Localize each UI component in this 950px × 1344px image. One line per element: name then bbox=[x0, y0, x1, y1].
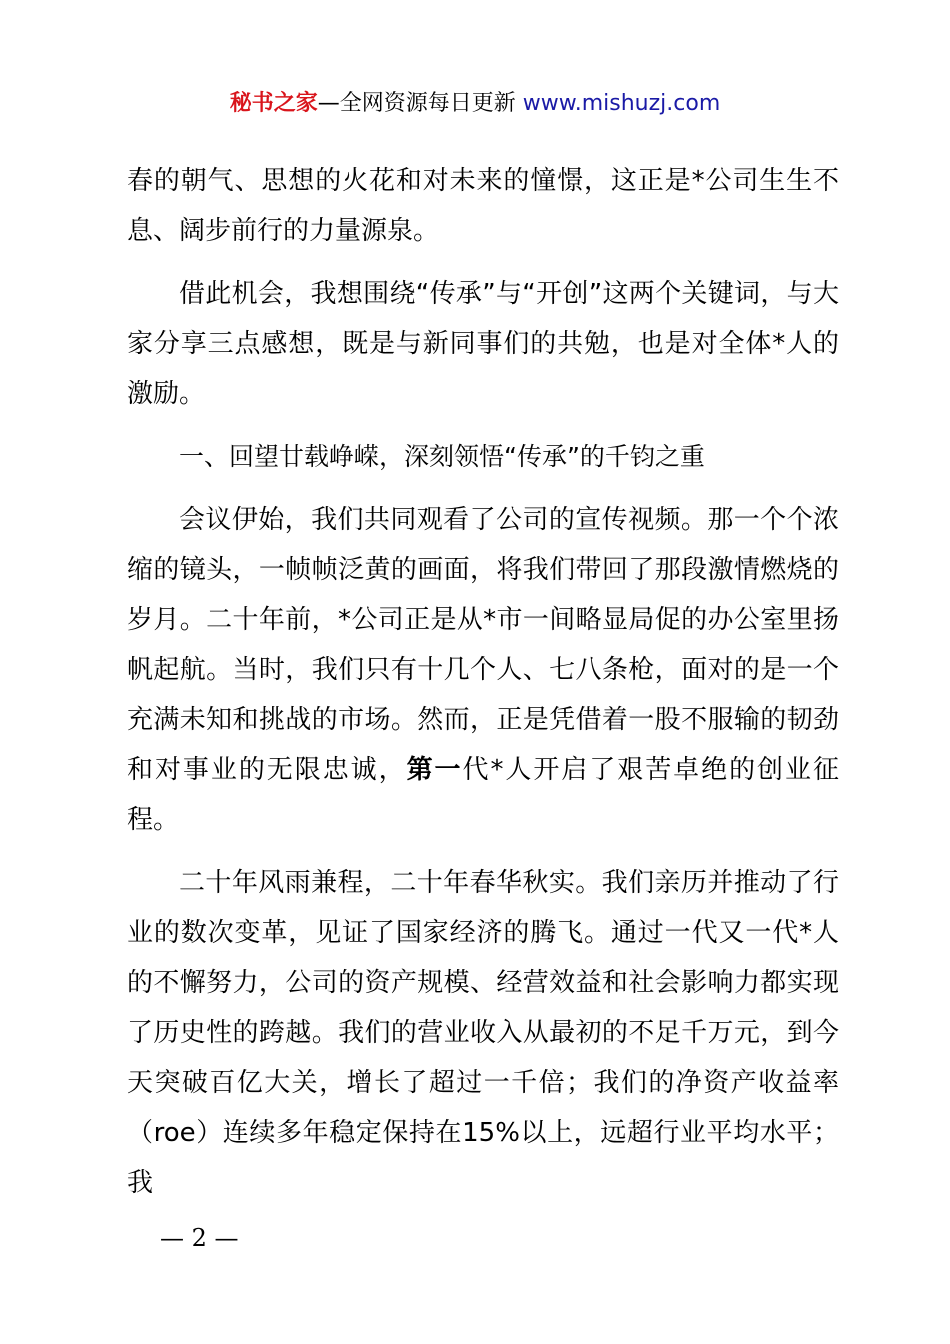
paragraph-history-text: 会议伊始，我们共同观看了公司的宣传视频。那一个个浓缩的镜头，一帧帧泛黄的画面，将我们带回了那段激情燃烧的岁月。二十年前，*公司正是从*市一间略显局促的办公室里扬帆起航。当时，我们只有十几个人、七八条枪，面对的是一个充满未知和挑战的市场。然而，正是凭借着一股不服输的韧劲和对事业的无限忠诚， bbox=[127, 505, 839, 785]
section-heading-1: 一、回望廿载峥嵘，深刻领悟“传承”的千钧之重 bbox=[179, 442, 705, 471]
header-brand: 秘书之家 bbox=[229, 91, 318, 116]
page-number: — 2 — bbox=[160, 1224, 239, 1252]
header-url-link[interactable]: www.mishuzj.com bbox=[522, 91, 721, 116]
paragraph-history-text-end: 代*人开启了艰苦卓绝的创业征程。 bbox=[127, 755, 839, 835]
paragraph-history bbox=[127, 495, 839, 845]
paragraph-history-bold: 第一 bbox=[406, 755, 463, 785]
page-header bbox=[0, 88, 950, 120]
paragraph-intro: 借此机会，我想围绕“传承”与“开创”这两个关键词，与大家分享三点感想，既是与新同事们的共勉，也是对全体*人的激励。 bbox=[127, 279, 839, 409]
paragraph-continuation: 春的朝气、思想的火花和对未来的憧憬，这正是*公司生生不息、阔步前行的力量源泉。 bbox=[127, 166, 839, 246]
document-body bbox=[127, 156, 839, 1221]
paragraph-achievements: 二十年风雨兼程，二十年春华秋实。我们亲历并推动了行业的数次变革，见证了国家经济的腾飞。通过一代又一代*人的不懈努力，公司的资产规模、经营效益和社会影响力都实现了历史性的跨越。我们的营业收入从最初的不足千万元，到今天突破百亿大关，增长了超过一千倍；我们的净资产收益率（roe）连续多年稳定保持在15%以上，远超行业平均水平；我 bbox=[127, 868, 839, 1198]
header-slogan: —全网资源每日更新 bbox=[317, 91, 516, 116]
